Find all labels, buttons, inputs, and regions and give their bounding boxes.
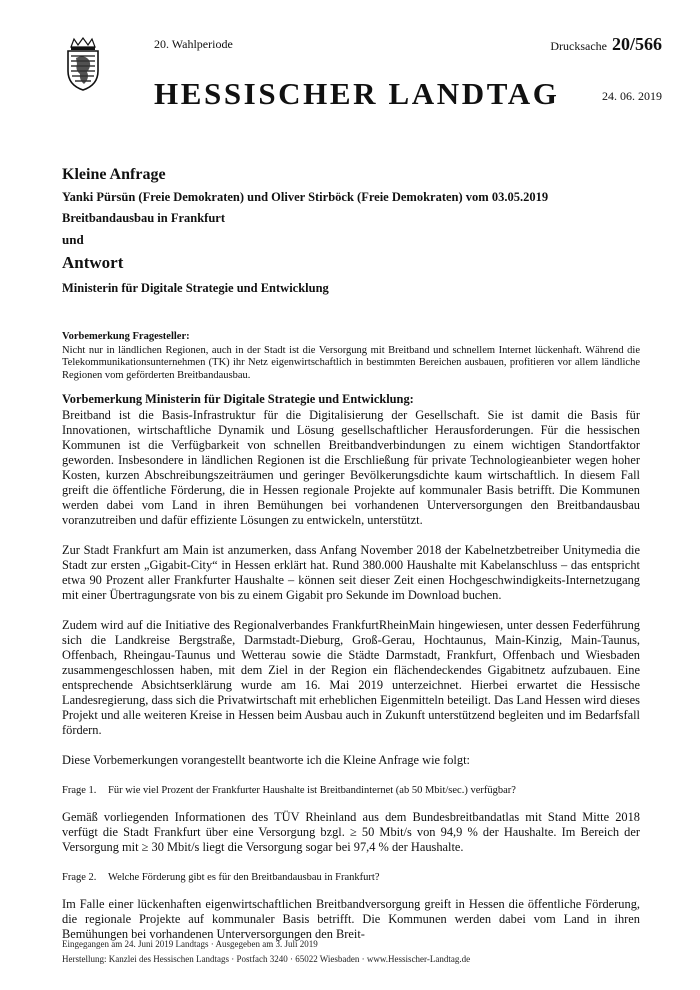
antwort-2: Im Falle einer lückenhaften eigenwirtschaftlichen Breitbandversorgung greift in Hessen die öffentliche Förderung, die regionale Projekte auf kommunaler Basis betrifft. Die Kommunen werden dabei vom Land in ihren Bemühungen bei vorhandenen Unterversorgungen den Breit- xyxy=(62,897,640,941)
antwort-heading: Antwort xyxy=(62,253,124,272)
frage-2 xyxy=(62,870,640,885)
frage-number: Frage 1. xyxy=(62,785,97,796)
paragraph: Diese Vorbemerkungen vorangestellt beantworte ich die Kleine Anfrage wie folgt: xyxy=(62,753,470,767)
document-body xyxy=(62,331,640,942)
vorbemerkung-fragesteller-heading: Vorbemerkung Fragesteller: xyxy=(62,331,190,342)
frage-text: Für wie viel Prozent der Frankfurter Haushalte ist Breitbandinternet (ab 50 Mbit/sec.) verfügbar? xyxy=(108,785,516,796)
frage-text: Welche Förderung gibt es für den Breitbandausbau in Frankfurt? xyxy=(108,872,380,883)
authors: Yanki Pürsün (Freie Demokraten) und Oliver Stirböck (Freie Demokraten) vom 03.05.2019 xyxy=(62,190,549,204)
footer xyxy=(62,937,662,967)
vorbemerkung-ministerin-heading: Vorbemerkung Ministerin für Digitale Strategie und Entwicklung: xyxy=(62,392,414,406)
subject: Breitbandausbau in Frankfurt xyxy=(62,211,226,225)
kleine-anfrage-heading: Kleine Anfrage xyxy=(62,166,166,183)
paragraph: Zudem wird auf die Initiative des Regionalverbandes FrankfurtRheinMain hingewiesen, unter dessen Federführung sich die Landkreise Bergstraße, Darmstadt-Dieburg, Groß-Gerau, Hochtaunus, Main-Kinzig, Main-Taunus, Offenbach, Rheingau-Taunus und Wetterau sowie die Städte Darmstadt, Frankfurt, Offenbach und Wiesbaden zusammengeschlossen haben, mit dem Ziel in der Region ein flächendeckendes Gigabitnetz aufzubauen. Eine entsprechende Absichtserklärung wurde am 16. Mai 2019 unterzeichnet. Hierbei erwartet die Hessische Landesregierung, dass sich die Privatwirtschaft mit erheblichen Eigenmitteln beteiligt. Das Land Hessen wird dieses Projekt und alle weiteren Kreise in Hessen beim Ausbau auch in Zukunft unterstützend begleiten und im Bedarfsfall fördern. xyxy=(62,618,640,737)
paragraph: Zur Stadt Frankfurt am Main ist anzumerken, dass Anfang November 2018 der Kabelnetzbetreiber Unitymedia die Stadt zur ersten „Gigabit-City“ in Hessen erklärt hat. Rund 380.000 Haushalte mit Kabelanschluss – das entspricht etwa 90 Prozent aller Frankfurter Haushalte – können seit dieser Zeit einen Hochgeschwindigkeits-Internetzugang mit einer Übertragungsrate von bis zu einem Gigabit pro Sekunde im Download buchen. xyxy=(62,543,640,602)
frage-number: Frage 2. xyxy=(62,872,97,883)
vorbemerkung-fragesteller-text: Nicht nur in ländlichen Regionen, auch in der Stadt ist die Versorgung mit Breitband und schnellem Internet lückenhaft. Während die Telekommunikationsunternehmen (TK) ihr Netz eigenwirtschaftlich in bestimmten Bereichen ausbauen, profitieren vor allem ländliche Regionen vom geförderten Breitbandausbau. xyxy=(62,344,640,381)
parliament-title: HESSISCHER LANDTAG xyxy=(154,76,560,111)
wahlperiode: 20. Wahlperiode xyxy=(154,37,233,51)
antwort-1: Gemäß vorliegenden Informationen des TÜV Rheinland aus dem Bundesbreitbandatlas mit Stand Mitte 2018 verfügt die Stadt Frankfurt über eine Versorgung bzgl. ≥ 50 Mbit/s von 94,9 % der Haushalte. Im Bereich der Versorgung mit ≥ 30 Mbit/s liegt die Versorgung sogar bei 97,4 % der Haushalte. xyxy=(62,810,640,854)
drucksache xyxy=(550,34,662,55)
hessen-coat-of-arms-icon xyxy=(62,36,104,92)
paragraph: Breitband ist die Basis-Infrastruktur für die Digitalisierung der Gesellschaft. Sie ist damit die Basis für Innovationen, wirtschaftliche Dynamik und Lösung gesellschaftlicher Herausforderungen. Für die hessischen Kommunen ist die Verfügbarkeit von schnellen Breitbandverbindungen zu einem wichtigen Standortfaktor geworden. Insbesondere in ländlichen Regionen ist die Erschließung für private Technologieanbieter wegen hoher Kosten, kurzen Abschreibungszeiträumen und geringer Bevölkerungsdichte kaum wirtschaftlich. In diesem Fall greift die öffentliche Förderung, die in Hessen regionale Projekte auf kommunaler Basis betrifft. Die Kommunen werden dabei vom Land in ihren Bemühungen bei vorhandenen Unterversorgungen den Breitbandausbau voranzutreiben und dafür effiziente Lösungen zu entwickeln, unterstützt. xyxy=(62,408,640,527)
vorbemerkung-fragesteller xyxy=(62,331,640,382)
drucksache-number: 20/566 xyxy=(611,34,662,54)
footer-dates: Eingegangen am 24. Juni 2019 Landtags · Ausgegeben am 3. Juli 2019 xyxy=(62,939,318,949)
document-date: 24. 06. 2019 xyxy=(602,89,662,103)
vorbemerkung-ministerin xyxy=(62,392,640,768)
document-title-block xyxy=(62,166,622,302)
frage-1 xyxy=(62,783,640,798)
drucksache-label: Drucksache xyxy=(550,39,607,53)
und-label: und xyxy=(62,232,84,247)
ministry: Ministerin für Digitale Strategie und Entwicklung xyxy=(62,281,329,295)
footer-imprint: Herstellung: Kanzlei des Hessischen Landtags · Postfach 3240 · 65022 Wiesbaden · www.Hessischer-Landtag.de xyxy=(62,954,471,964)
